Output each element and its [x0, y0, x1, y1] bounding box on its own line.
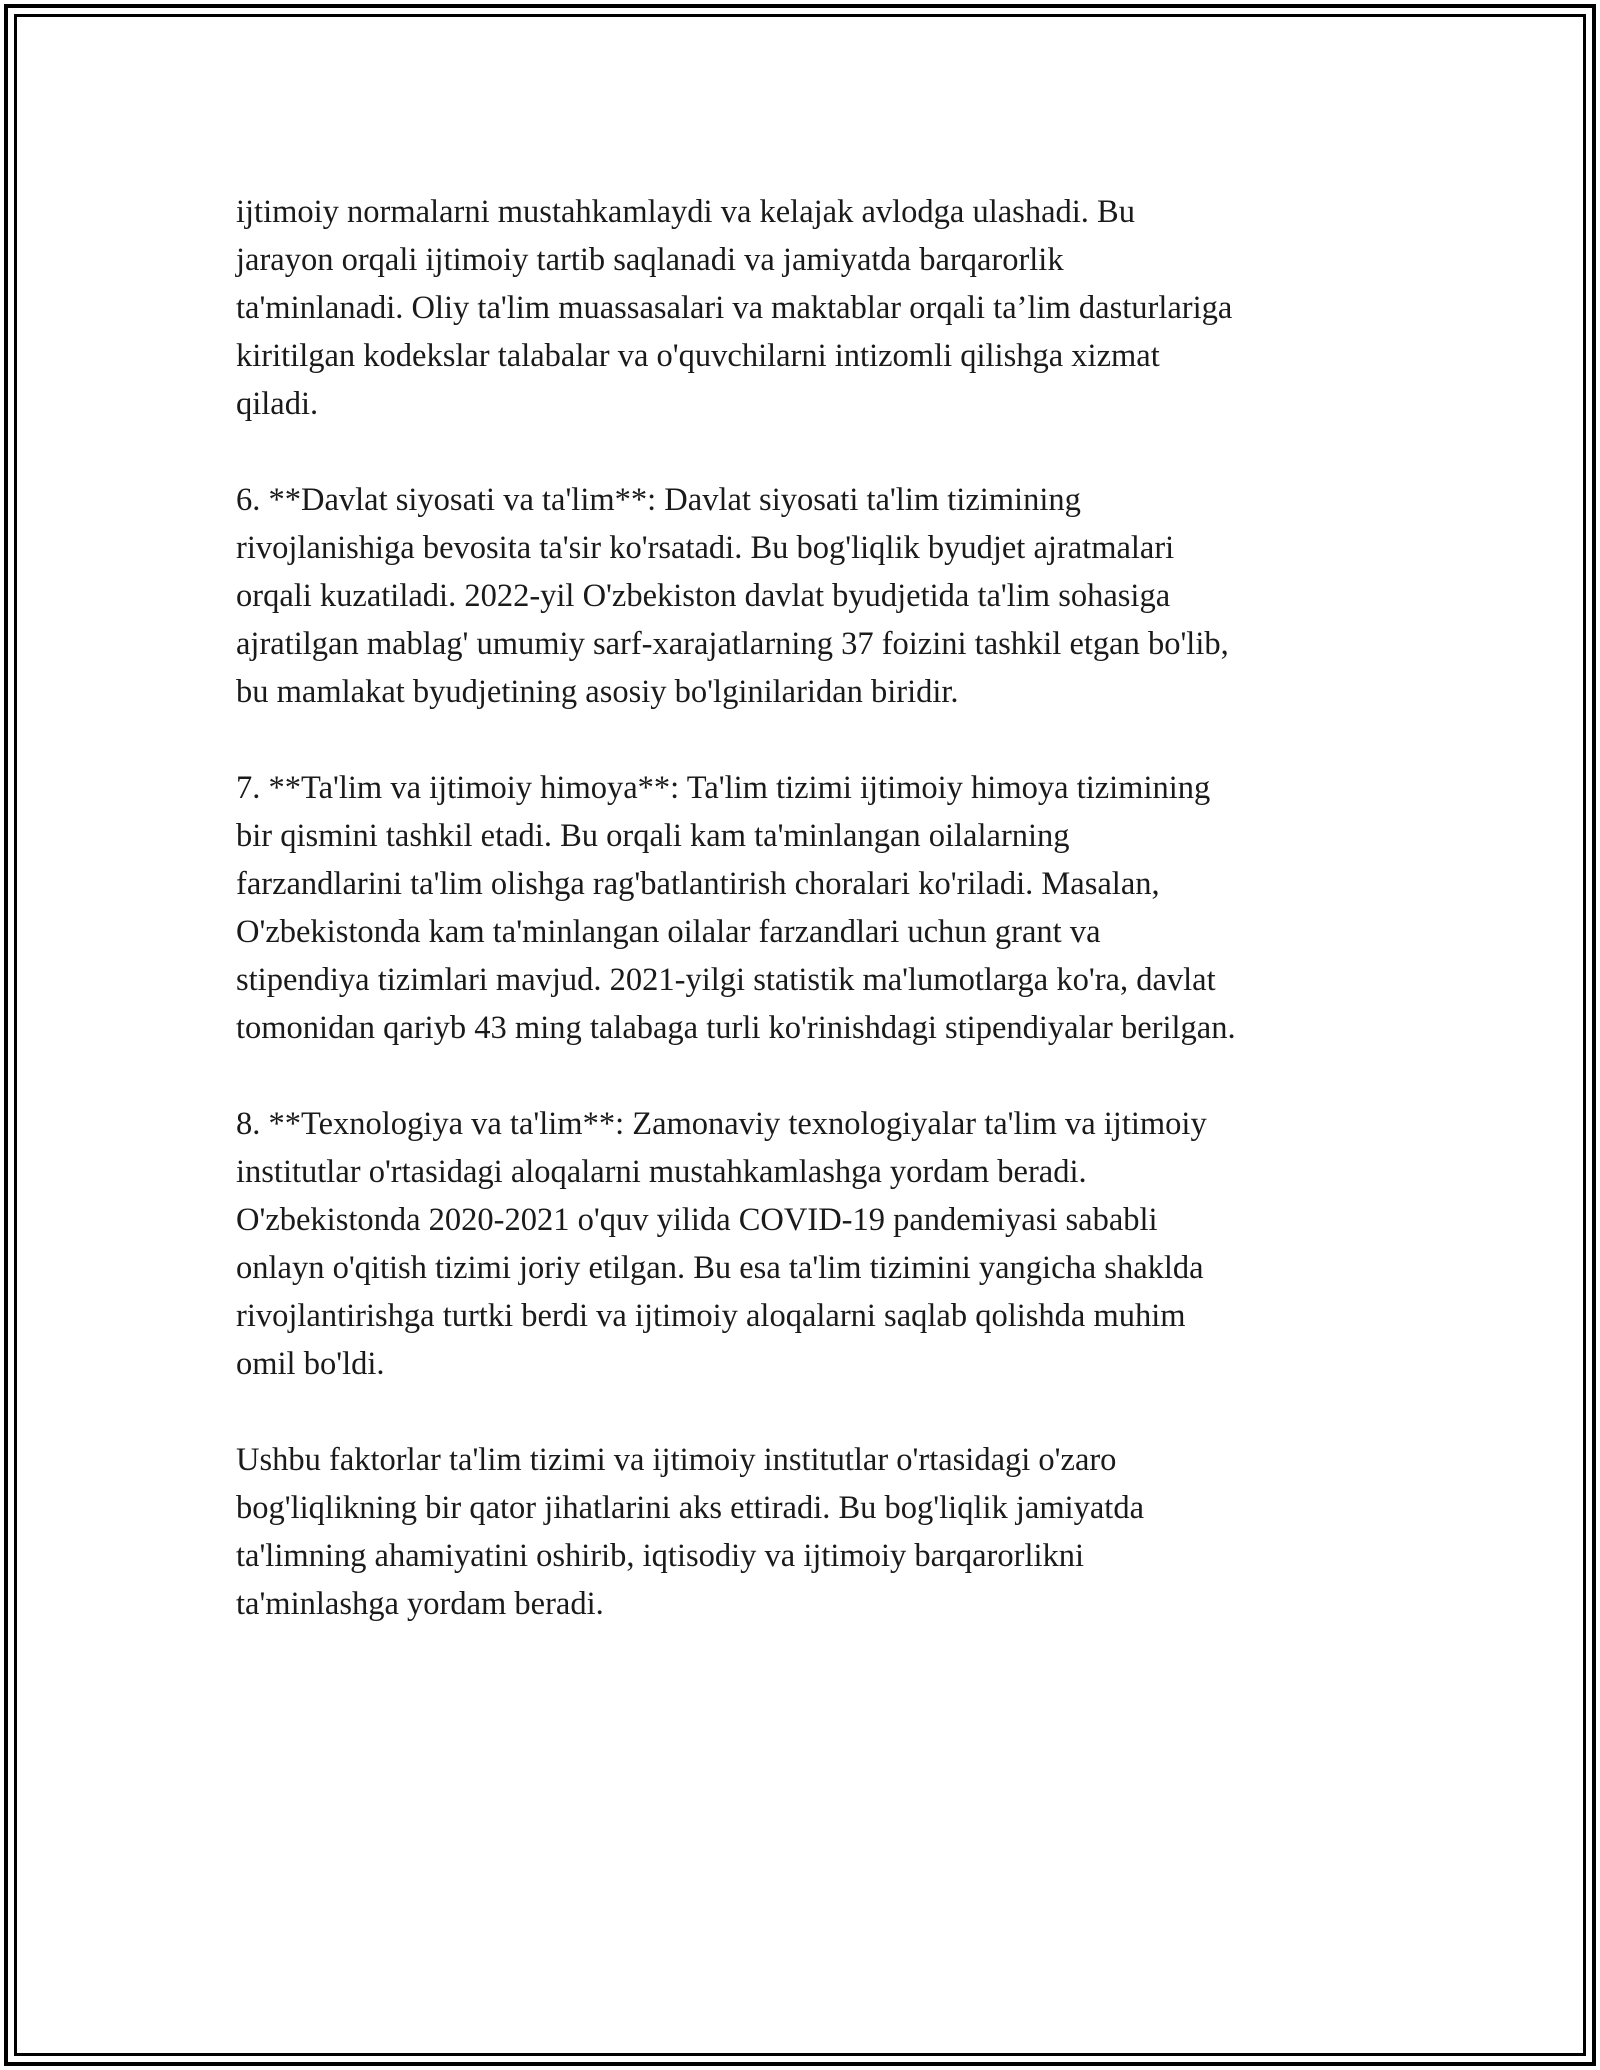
paragraph-continuation: ijtimoiy normalarni mustahkamlaydi va kelajak avlodga ulashadi. Bu jarayon orqali ijtimoiy tartib saqlanadi va jamiyatda barqarorlik ta'minlanadi. Oliy ta'lim muassasalari va maktablar orqali ta’lim dasturlariga kiritilgan kodekslar talabalar va o'quvchilarni intizomli qilishga xizmat qiladi.: [236, 194, 1233, 422]
paragraph-item-7: 7. **Ta'lim va ijtimoiy himoya**: Ta'lim tizimi ijtimoiy himoya tizimining bir qismini tashkil etadi. Bu orqali kam ta'minlangan oilalarning farzandlarini ta'lim olishga rag'batlantirish choralari ko'riladi. Masalan, O'zbekistonda kam ta'minlangan oilalar farzandlari uchun grant va stipendiya tizimlari mavjud. 2021-yilgi statistik ma'lumotlarga ko'ra, davlat tomonidan qariyb 43 ming talabaga turli ko'rinishdagi stipendiyalar berilgan.: [236, 770, 1236, 1046]
paragraph-item-6: 6. **Davlat siyosati va ta'lim**: Davlat siyosati ta'lim tizimining rivojlanishiga bevosita ta'sir ko'rsatadi. Bu bog'liqlik byudjet ajratmalari orqali kuzatiladi. 2022-yil O'zbekiston davlat byudjetida ta'lim sohasiga ajratilgan mablag' umumiy sarf-xarajatlarning 37 foizini tashkil etgan bo'lib, bu mamlakat byudjetining asosiy bo'lginilaridan biridir.: [236, 482, 1229, 710]
document-body: [236, 188, 1366, 1628]
paragraph-conclusion: Ushbu faktorlar ta'lim tizimi va ijtimoiy institutlar o'rtasidagi o'zaro bog'liqlikning bir qator jihatlarini aks ettiradi. Bu bog'liqlik jamiyatda ta'limning ahamiyatini oshirib, iqtisodiy va ijtimoiy barqarorlikni ta'minlashga yordam beradi.: [236, 1442, 1145, 1622]
paragraph-item-8: 8. **Texnologiya va ta'lim**: Zamonaviy texnologiyalar ta'lim va ijtimoiy institutlar o'rtasidagi aloqalarni mustahkamlashga yordam beradi. O'zbekistonda 2020-2021 o'quv yilida COVID-19 pandemiyasi sababli onlayn o'qitish tizimi joriy etilgan. Bu esa ta'lim tizimini yangicha shaklda rivojlantirishga turtki berdi va ijtimoiy aloqalarni saqlab qolishda muhim omil bo'ldi.: [236, 1106, 1207, 1382]
